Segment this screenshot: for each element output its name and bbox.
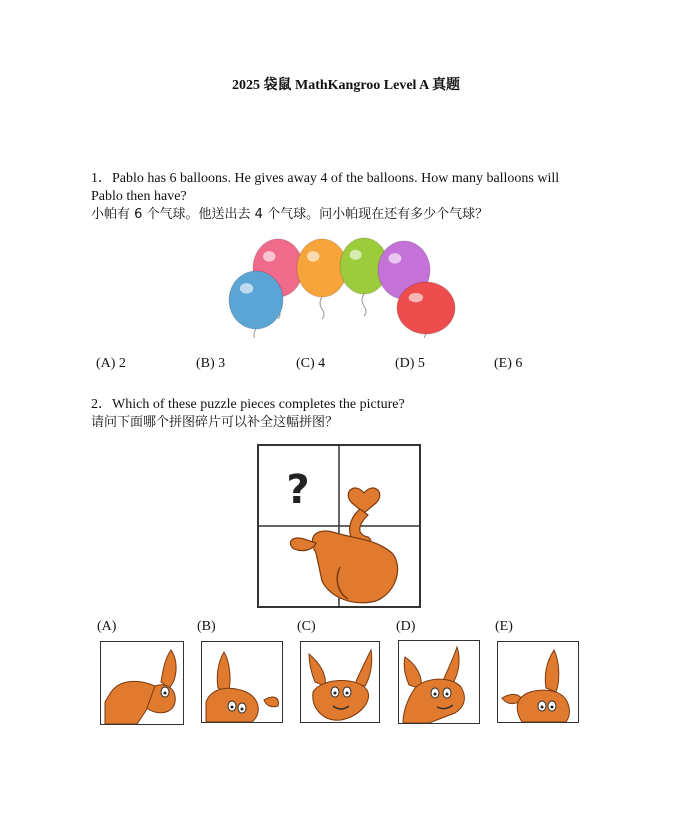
option-1c[interactable]: (C) 4 [296, 356, 326, 371]
question-mark: ? [286, 467, 310, 513]
question-1-cn: 小帕有 6 个气球。他送出去 4 个气球。问小帕现在还有多少个气球？ [91, 207, 489, 222]
question-2-cn: 请问下面哪个拼图碎片可以补全这幅拼图？ [91, 415, 339, 430]
balloon-highlight [409, 293, 424, 302]
kangaroo-head-d [399, 641, 479, 723]
balloon-highlight [240, 283, 254, 293]
balloon-highlight [307, 251, 320, 261]
kangaroo-head-b [202, 642, 282, 722]
option-2b-piece[interactable] [201, 641, 283, 723]
balloons-image [222, 234, 462, 338]
balloon-highlight [263, 251, 276, 261]
puzzle-picture [256, 443, 422, 609]
question-2-en: 2．Which of these puzzle pieces completes the picture? [91, 397, 405, 412]
balloon-string [362, 294, 366, 316]
option-2d-label: (D) [396, 619, 416, 634]
option-2a-label: (A) [97, 619, 117, 634]
question-1-text [91, 170, 601, 224]
option-1e[interactable]: (E) 6 [494, 356, 523, 371]
balloon [229, 271, 283, 329]
balloon-highlight [350, 250, 362, 260]
balloon-string [320, 297, 324, 319]
option-2b-label: (B) [197, 619, 216, 634]
balloon [397, 282, 455, 334]
option-1a[interactable]: (A) 2 [96, 356, 126, 371]
option-2d-piece[interactable] [398, 640, 480, 724]
page-title: 2025 袋鼠 MathKangroo Level A 真题 [231, 78, 461, 93]
option-2e-piece[interactable] [497, 641, 579, 723]
kangaroo-head-e [498, 642, 578, 722]
kangaroo-head-a [101, 642, 183, 724]
option-1b[interactable]: (B) 3 [196, 356, 226, 371]
balloon-string [254, 329, 258, 338]
option-2a-piece[interactable] [100, 641, 184, 725]
option-2c-label: (C) [297, 619, 316, 634]
option-2c-piece[interactable] [300, 641, 380, 723]
balloon-string [424, 334, 428, 338]
question-1-en-line-2: Pablo then have? [91, 189, 187, 204]
kangaroo-head-c [301, 642, 379, 722]
question-1-en-line-1: 1．Pablo has 6 balloons. He gives away 4 of the balloons. How many balloons will [91, 171, 560, 186]
balloon-highlight [388, 253, 401, 263]
option-1d[interactable]: (D) 5 [395, 356, 425, 371]
option-2e-label: (E) [495, 619, 513, 634]
balloon [297, 239, 347, 297]
question-2-text [91, 396, 601, 432]
